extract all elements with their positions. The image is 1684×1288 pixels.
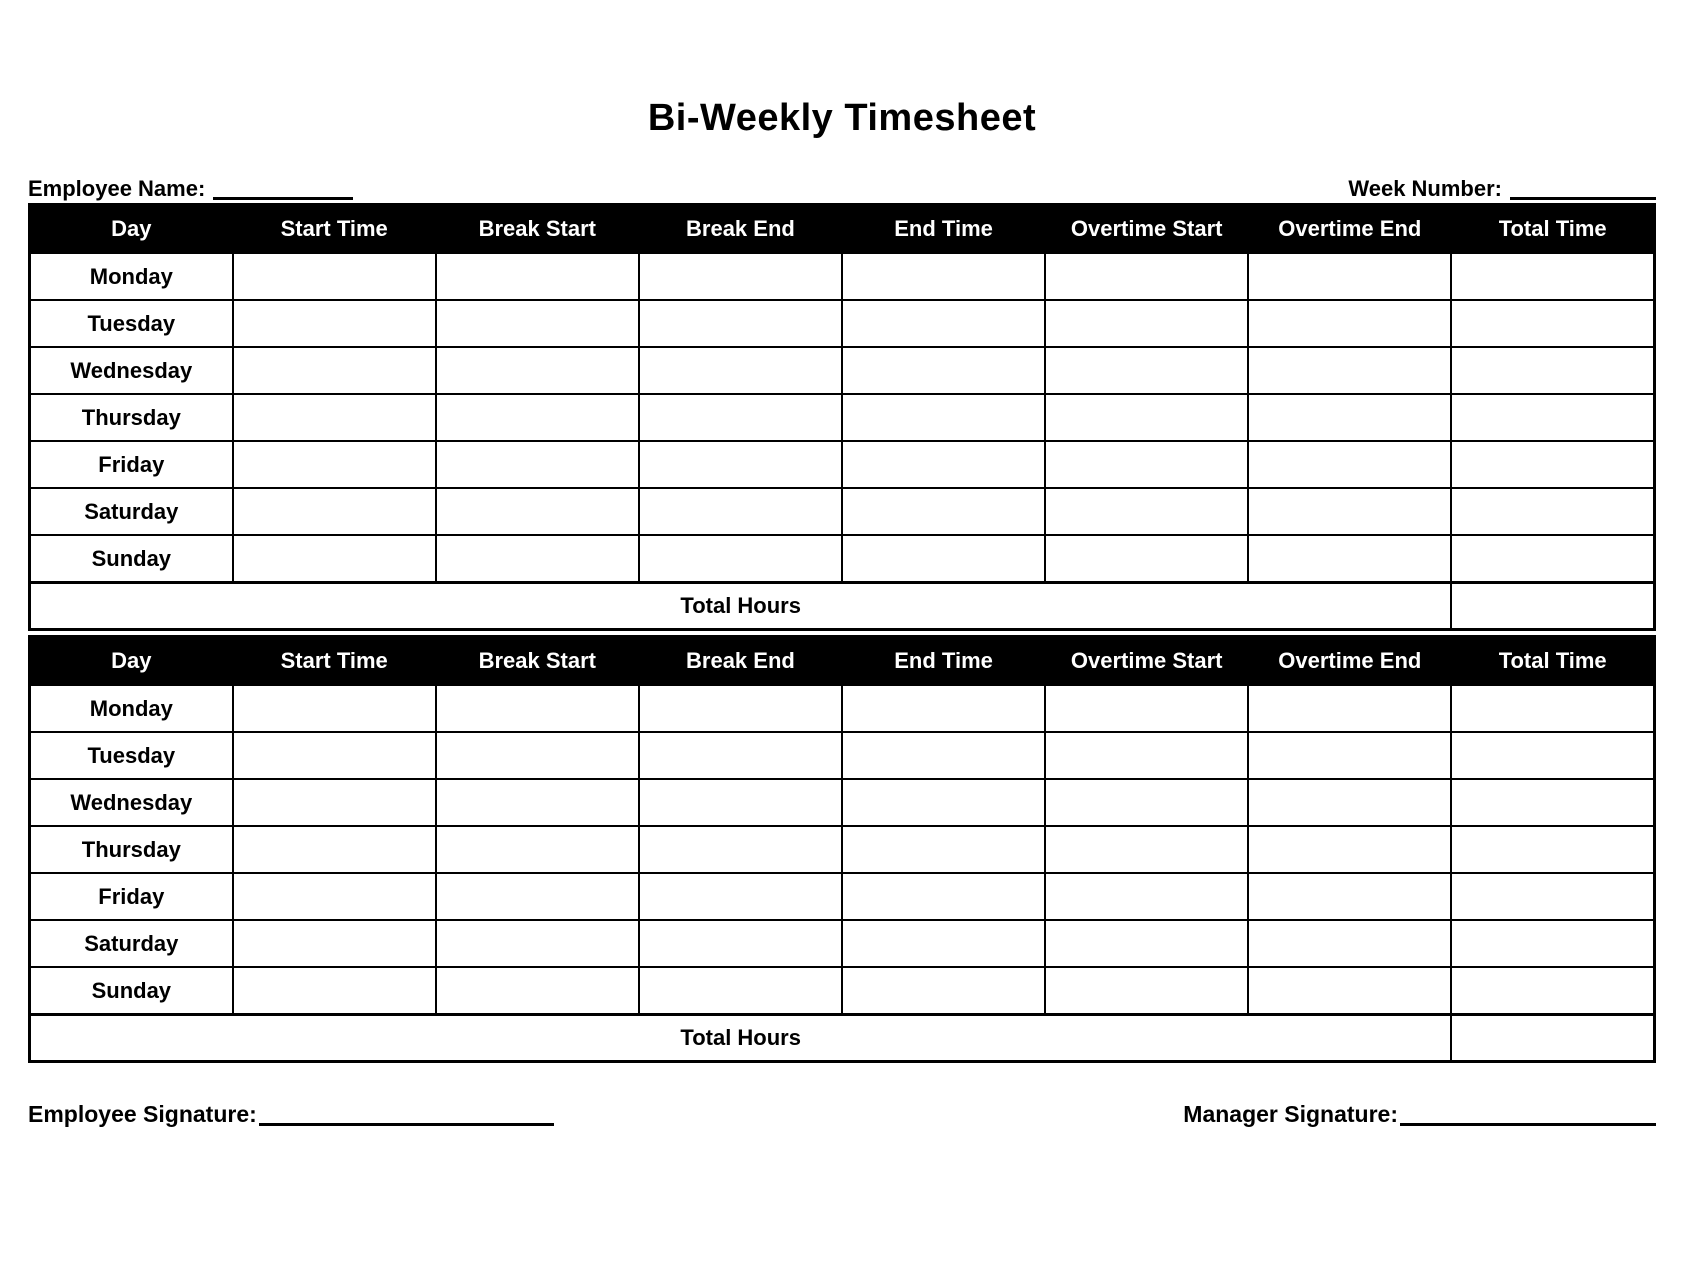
column-header-day: Day — [30, 636, 233, 685]
time-cell-wednesday-break-end[interactable] — [639, 347, 842, 394]
day-row-tuesday — [30, 732, 1655, 779]
time-cell-friday-break-start[interactable] — [436, 873, 639, 920]
time-cell-thursday-start-time[interactable] — [233, 394, 436, 441]
time-cell-monday-total-time[interactable] — [1451, 685, 1654, 732]
time-cell-monday-total-time[interactable] — [1451, 253, 1654, 300]
time-cell-saturday-overtime-end[interactable] — [1248, 488, 1451, 535]
column-header-break-start: Break Start — [436, 204, 639, 253]
time-cell-friday-total-time[interactable] — [1451, 873, 1654, 920]
column-header-end-time: End Time — [842, 204, 1045, 253]
time-cell-wednesday-total-time[interactable] — [1451, 347, 1654, 394]
time-cell-wednesday-end-time[interactable] — [842, 347, 1045, 394]
time-cell-friday-end-time[interactable] — [842, 873, 1045, 920]
time-cell-thursday-end-time[interactable] — [842, 826, 1045, 873]
total-hours-row — [30, 1014, 1655, 1061]
time-cell-saturday-break-start[interactable] — [436, 488, 639, 535]
column-header-total-time: Total Time — [1451, 204, 1654, 253]
time-cell-thursday-overtime-start[interactable] — [1045, 394, 1248, 441]
time-cell-thursday-overtime-start[interactable] — [1045, 826, 1248, 873]
manager-signature-input-line[interactable] — [1400, 1110, 1656, 1126]
day-row-friday — [30, 441, 1655, 488]
manager-signature-label: Manager Signature: — [1183, 1100, 1398, 1127]
time-cell-sunday-end-time[interactable] — [842, 535, 1045, 582]
week-number-label: Week Number: — [1348, 175, 1502, 201]
time-cell-thursday-break-end[interactable] — [639, 826, 842, 873]
day-cell-monday: Monday — [30, 253, 233, 300]
day-cell-saturday: Saturday — [30, 920, 233, 967]
time-cell-saturday-end-time[interactable] — [842, 488, 1045, 535]
time-cell-sunday-start-time[interactable] — [233, 967, 436, 1014]
time-cell-wednesday-end-time[interactable] — [842, 779, 1045, 826]
time-cell-sunday-break-end[interactable] — [639, 535, 842, 582]
day-cell-wednesday: Wednesday — [30, 779, 233, 826]
time-cell-tuesday-break-start[interactable] — [436, 300, 639, 347]
time-cell-tuesday-break-start[interactable] — [436, 732, 639, 779]
meta-row — [28, 176, 1656, 202]
employee-signature-input-line[interactable] — [259, 1110, 554, 1126]
time-cell-saturday-end-time[interactable] — [842, 920, 1045, 967]
time-cell-friday-overtime-start[interactable] — [1045, 441, 1248, 488]
time-cell-monday-start-time[interactable] — [233, 685, 436, 732]
time-cell-thursday-end-time[interactable] — [842, 394, 1045, 441]
day-row-saturday — [30, 920, 1655, 967]
time-cell-saturday-start-time[interactable] — [233, 920, 436, 967]
time-cell-saturday-break-end[interactable] — [639, 920, 842, 967]
employee-signature-field — [28, 1101, 554, 1129]
time-cell-tuesday-end-time[interactable] — [842, 300, 1045, 347]
time-cell-monday-overtime-end[interactable] — [1248, 253, 1451, 300]
time-cell-monday-end-time[interactable] — [842, 685, 1045, 732]
manager-signature-field — [1183, 1101, 1656, 1129]
day-cell-monday: Monday — [30, 685, 233, 732]
time-cell-saturday-start-time[interactable] — [233, 488, 436, 535]
day-cell-tuesday: Tuesday — [30, 300, 233, 347]
column-header-total-time: Total Time — [1451, 636, 1654, 685]
week-number-field — [1348, 176, 1656, 202]
time-cell-friday-end-time[interactable] — [842, 441, 1045, 488]
time-cell-saturday-break-start[interactable] — [436, 920, 639, 967]
total-hours-label-cell: Total Hours — [30, 582, 1452, 629]
time-cell-saturday-overtime-start[interactable] — [1045, 920, 1248, 967]
timesheet-page — [0, 96, 1684, 1288]
column-header-day: Day — [30, 204, 233, 253]
time-cell-wednesday-total-time[interactable] — [1451, 779, 1654, 826]
time-cell-monday-end-time[interactable] — [842, 253, 1045, 300]
header-row — [30, 204, 1655, 253]
column-header-start-time: Start Time — [233, 204, 436, 253]
time-cell-monday-break-end[interactable] — [639, 253, 842, 300]
signature-row — [28, 1101, 1656, 1129]
time-cell-tuesday-overtime-start[interactable] — [1045, 300, 1248, 347]
time-cell-sunday-overtime-end[interactable] — [1248, 535, 1451, 582]
day-row-sunday — [30, 967, 1655, 1014]
time-cell-friday-overtime-end[interactable] — [1248, 441, 1451, 488]
employee-signature-label: Employee Signature: — [28, 1100, 257, 1127]
day-row-monday — [30, 685, 1655, 732]
time-cell-sunday-break-end[interactable] — [639, 967, 842, 1014]
time-cell-friday-overtime-start[interactable] — [1045, 873, 1248, 920]
time-cell-wednesday-overtime-start[interactable] — [1045, 347, 1248, 394]
time-cell-thursday-break-start[interactable] — [436, 826, 639, 873]
time-cell-friday-start-time[interactable] — [233, 873, 436, 920]
time-cell-sunday-break-start[interactable] — [436, 967, 639, 1014]
total-time-value-cell[interactable] — [1451, 1014, 1654, 1061]
time-cell-thursday-overtime-end[interactable] — [1248, 826, 1451, 873]
time-cell-monday-overtime-end[interactable] — [1248, 685, 1451, 732]
column-header-break-start: Break Start — [436, 636, 639, 685]
time-cell-wednesday-break-start[interactable] — [436, 347, 639, 394]
day-row-friday — [30, 873, 1655, 920]
time-cell-wednesday-start-time[interactable] — [233, 347, 436, 394]
timesheet-table-week-1 — [28, 203, 1656, 631]
timesheet-table-week-2 — [28, 635, 1656, 1063]
column-header-overtime-end: Overtime End — [1248, 636, 1451, 685]
time-cell-wednesday-break-end[interactable] — [639, 779, 842, 826]
employee-name-label: Employee Name: — [28, 175, 206, 201]
time-cell-friday-total-time[interactable] — [1451, 441, 1654, 488]
time-cell-wednesday-break-start[interactable] — [436, 779, 639, 826]
day-row-wednesday — [30, 779, 1655, 826]
total-hours-row — [30, 582, 1655, 629]
time-cell-wednesday-overtime-end[interactable] — [1248, 779, 1451, 826]
column-header-start-time: Start Time — [233, 636, 436, 685]
day-cell-wednesday: Wednesday — [30, 347, 233, 394]
day-row-thursday — [30, 394, 1655, 441]
employee-name-field — [28, 176, 353, 202]
time-cell-tuesday-break-end[interactable] — [639, 732, 842, 779]
time-cell-thursday-overtime-end[interactable] — [1248, 394, 1451, 441]
day-cell-friday: Friday — [30, 441, 233, 488]
time-cell-tuesday-total-time[interactable] — [1451, 732, 1654, 779]
time-cell-friday-break-end[interactable] — [639, 873, 842, 920]
day-row-thursday — [30, 826, 1655, 873]
time-cell-monday-start-time[interactable] — [233, 253, 436, 300]
day-cell-saturday: Saturday — [30, 488, 233, 535]
day-row-wednesday — [30, 347, 1655, 394]
time-cell-thursday-break-end[interactable] — [639, 394, 842, 441]
day-row-sunday — [30, 535, 1655, 582]
day-cell-sunday: Sunday — [30, 535, 233, 582]
column-header-break-end: Break End — [639, 204, 842, 253]
time-cell-sunday-end-time[interactable] — [842, 967, 1045, 1014]
column-header-overtime-start: Overtime Start — [1045, 204, 1248, 253]
time-cell-tuesday-end-time[interactable] — [842, 732, 1045, 779]
employee-name-input-line[interactable] — [213, 184, 353, 200]
time-cell-friday-break-start[interactable] — [436, 441, 639, 488]
header-row — [30, 636, 1655, 685]
time-cell-friday-start-time[interactable] — [233, 441, 436, 488]
page-title: Bi-Weekly Timesheet — [647, 97, 1037, 139]
time-cell-monday-overtime-start[interactable] — [1045, 253, 1248, 300]
day-row-monday — [30, 253, 1655, 300]
day-row-saturday — [30, 488, 1655, 535]
column-header-overtime-end: Overtime End — [1248, 204, 1451, 253]
time-cell-tuesday-overtime-end[interactable] — [1248, 300, 1451, 347]
column-header-end-time: End Time — [842, 636, 1045, 685]
time-cell-wednesday-start-time[interactable] — [233, 779, 436, 826]
time-cell-thursday-total-time[interactable] — [1451, 826, 1654, 873]
time-cell-saturday-overtime-end[interactable] — [1248, 920, 1451, 967]
time-cell-tuesday-total-time[interactable] — [1451, 300, 1654, 347]
time-cell-monday-break-start[interactable] — [436, 685, 639, 732]
time-cell-sunday-total-time[interactable] — [1451, 967, 1654, 1014]
time-cell-wednesday-overtime-end[interactable] — [1248, 347, 1451, 394]
day-row-tuesday — [30, 300, 1655, 347]
day-cell-thursday: Thursday — [30, 394, 233, 441]
time-cell-monday-break-start[interactable] — [436, 253, 639, 300]
time-cell-friday-overtime-end[interactable] — [1248, 873, 1451, 920]
day-cell-sunday: Sunday — [30, 967, 233, 1014]
time-cell-thursday-total-time[interactable] — [1451, 394, 1654, 441]
time-cell-saturday-break-end[interactable] — [639, 488, 842, 535]
time-cell-sunday-break-start[interactable] — [436, 535, 639, 582]
time-cell-tuesday-overtime-start[interactable] — [1045, 732, 1248, 779]
day-cell-thursday: Thursday — [30, 826, 233, 873]
time-cell-saturday-total-time[interactable] — [1451, 488, 1654, 535]
column-header-break-end: Break End — [639, 636, 842, 685]
column-header-overtime-start: Overtime Start — [1045, 636, 1248, 685]
time-cell-thursday-start-time[interactable] — [233, 826, 436, 873]
time-cell-tuesday-start-time[interactable] — [233, 300, 436, 347]
time-cell-tuesday-start-time[interactable] — [233, 732, 436, 779]
time-cell-sunday-total-time[interactable] — [1451, 535, 1654, 582]
time-cell-sunday-overtime-start[interactable] — [1045, 535, 1248, 582]
time-cell-tuesday-overtime-end[interactable] — [1248, 732, 1451, 779]
day-cell-tuesday: Tuesday — [30, 732, 233, 779]
day-cell-friday: Friday — [30, 873, 233, 920]
time-cell-sunday-overtime-end[interactable] — [1248, 967, 1451, 1014]
total-hours-label-cell: Total Hours — [30, 1014, 1452, 1061]
time-cell-monday-break-end[interactable] — [639, 685, 842, 732]
time-cell-sunday-start-time[interactable] — [233, 535, 436, 582]
time-cell-wednesday-overtime-start[interactable] — [1045, 779, 1248, 826]
time-cell-saturday-total-time[interactable] — [1451, 920, 1654, 967]
time-cell-tuesday-break-end[interactable] — [639, 300, 842, 347]
week-number-input-line[interactable] — [1510, 184, 1656, 200]
time-cell-saturday-overtime-start[interactable] — [1045, 488, 1248, 535]
time-cell-sunday-overtime-start[interactable] — [1045, 967, 1248, 1014]
time-cell-thursday-break-start[interactable] — [436, 394, 639, 441]
time-cell-friday-break-end[interactable] — [639, 441, 842, 488]
total-time-value-cell[interactable] — [1451, 582, 1654, 629]
time-cell-monday-overtime-start[interactable] — [1045, 685, 1248, 732]
